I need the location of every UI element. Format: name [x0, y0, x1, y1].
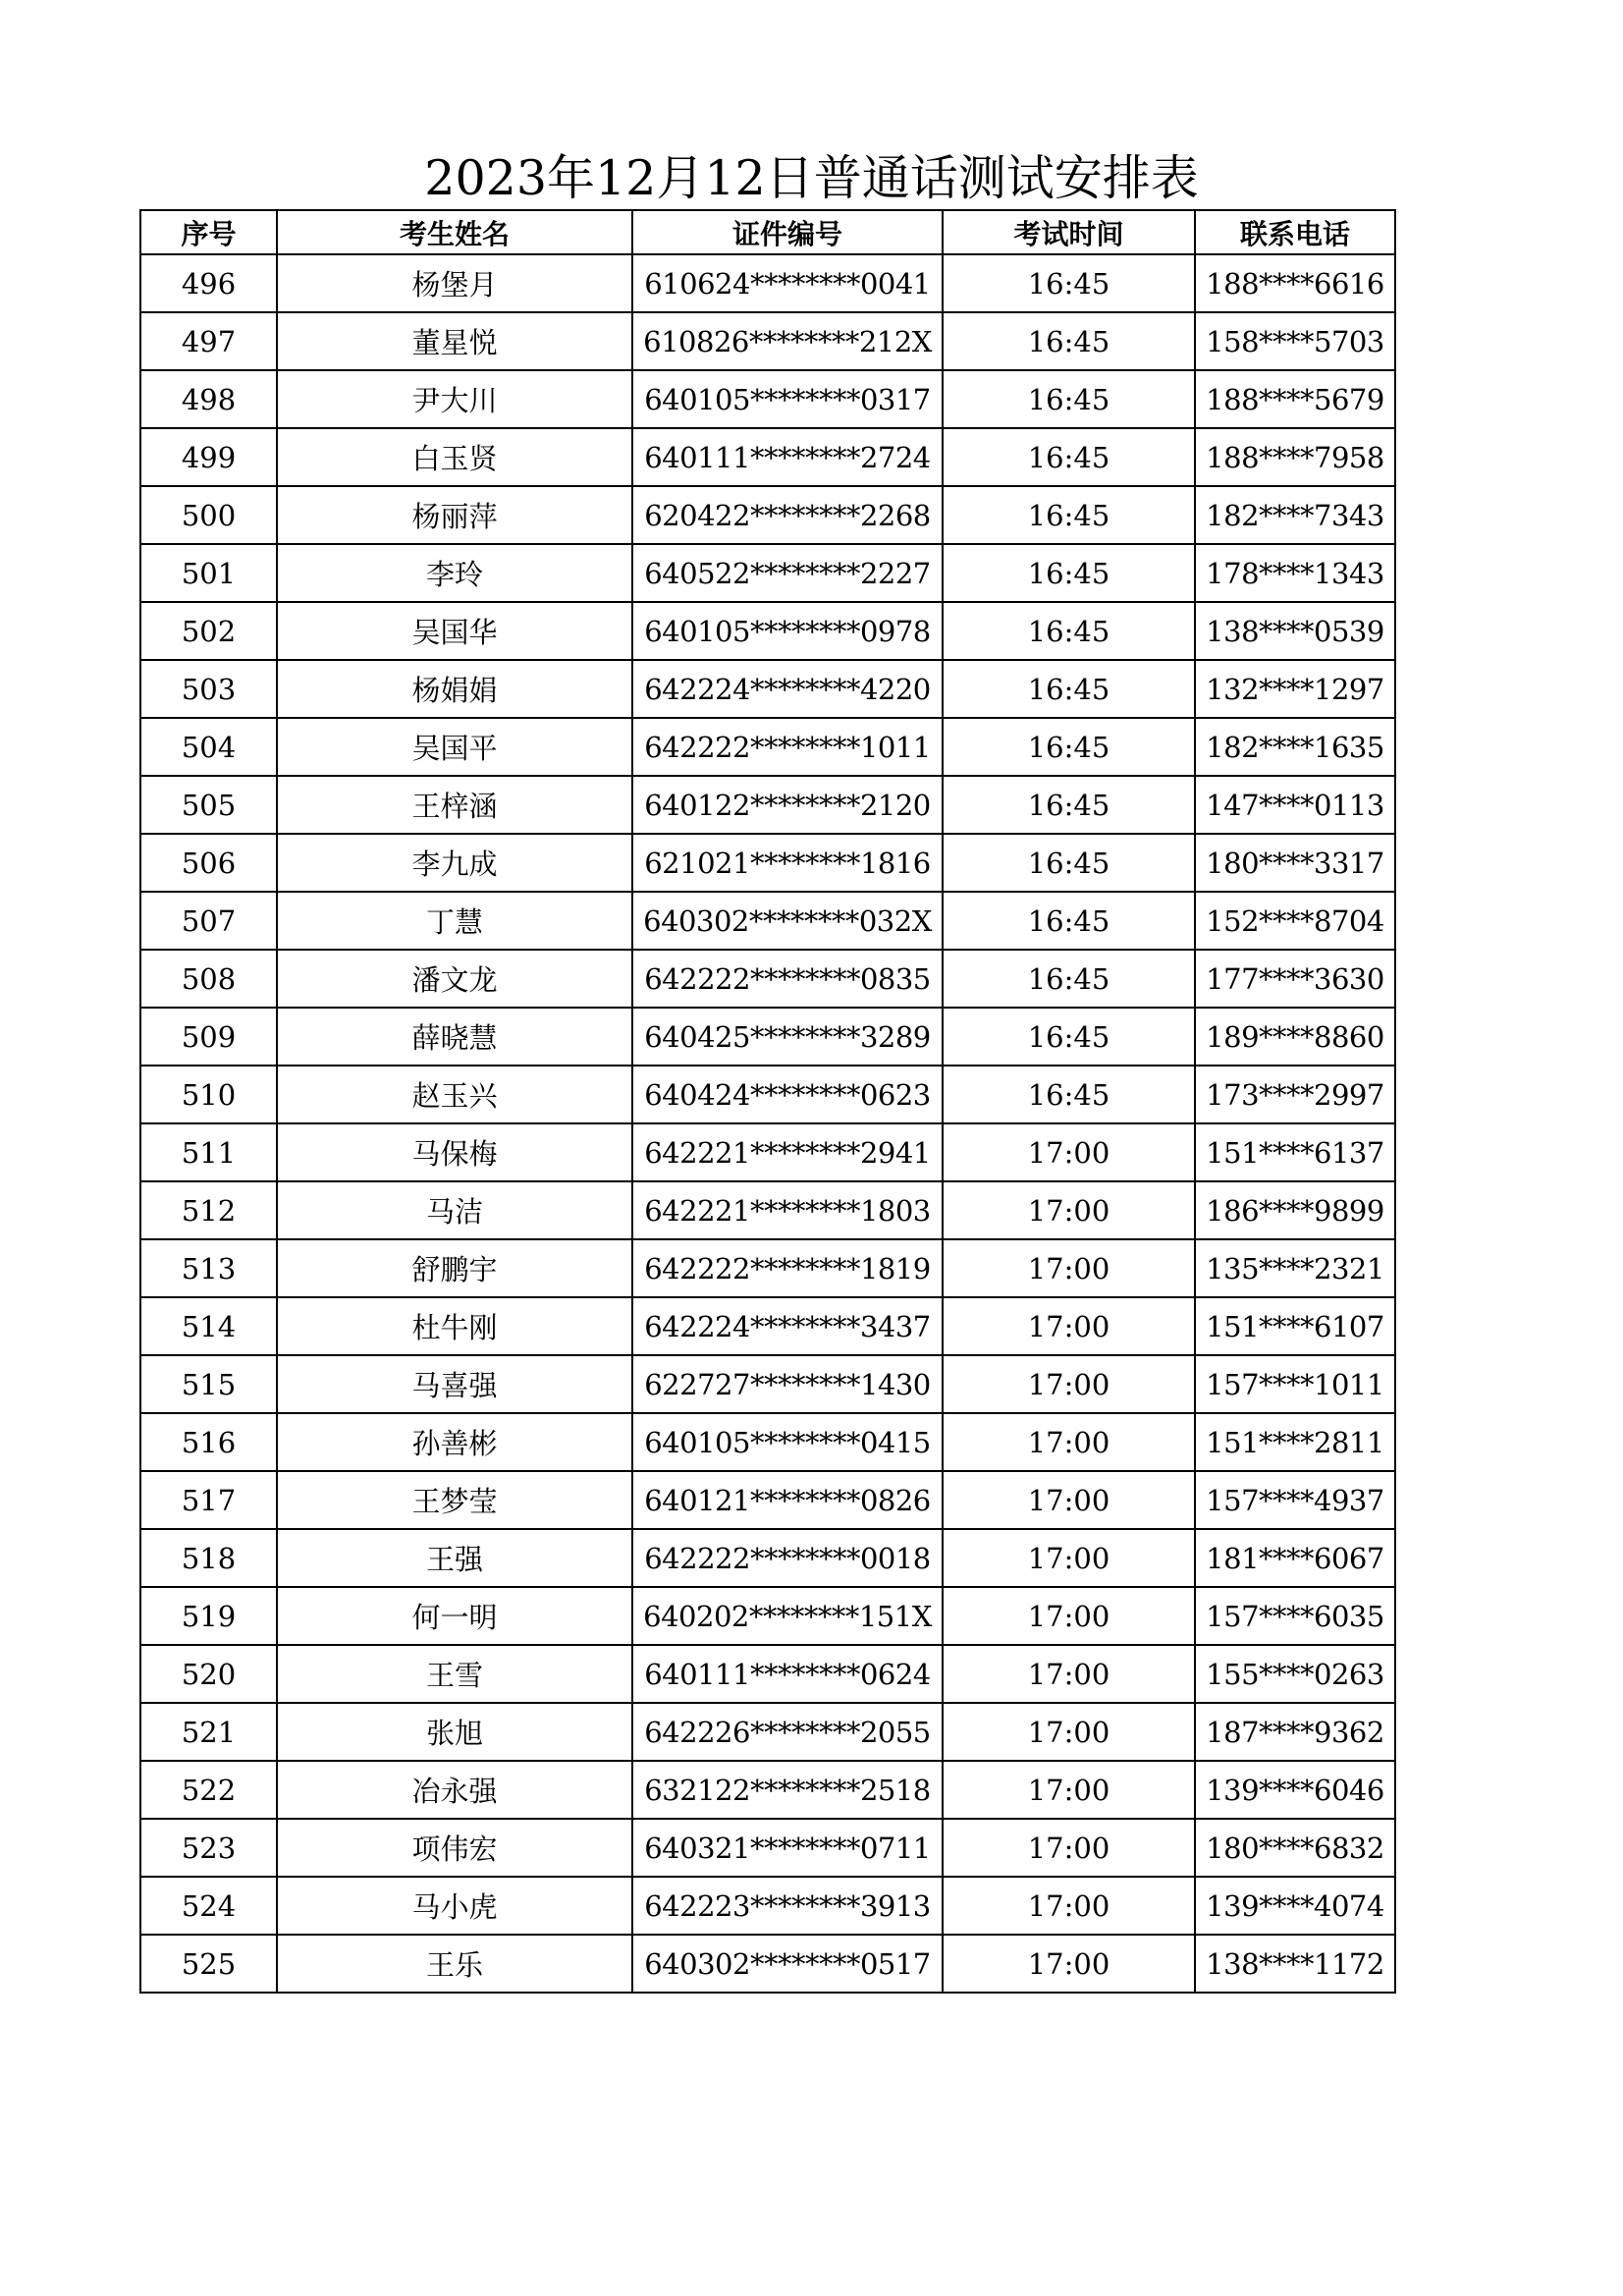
cell-number: 498: [140, 370, 277, 428]
cell-phone: 135****2321: [1195, 1239, 1395, 1297]
cell-exam-time: 17:00: [943, 1935, 1195, 1993]
table-row: [140, 1471, 1395, 1529]
cell-name: 李九成: [277, 834, 632, 892]
table-row: [140, 1181, 1395, 1239]
cell-id-number: 632122********2518: [632, 1761, 943, 1819]
table-row: [140, 776, 1395, 834]
cell-exam-time: 17:00: [943, 1181, 1195, 1239]
cell-number: 499: [140, 428, 277, 486]
cell-number: 510: [140, 1066, 277, 1123]
cell-id-number: 620422********2268: [632, 486, 943, 544]
cell-id-number: 621021********1816: [632, 834, 943, 892]
cell-exam-time: 17:00: [943, 1297, 1195, 1355]
cell-name: 何一明: [277, 1587, 632, 1645]
table-row: [140, 950, 1395, 1008]
cell-exam-time: 16:45: [943, 486, 1195, 544]
cell-name: 孙善彬: [277, 1413, 632, 1471]
cell-phone: 173****2997: [1195, 1066, 1395, 1123]
cell-name: 马保梅: [277, 1123, 632, 1181]
cell-phone: 180****3317: [1195, 834, 1395, 892]
cell-exam-time: 16:45: [943, 312, 1195, 370]
cell-phone: 147****0113: [1195, 776, 1395, 834]
cell-number: 502: [140, 602, 277, 660]
table-row: [140, 1703, 1395, 1761]
table-row: [140, 1355, 1395, 1413]
cell-number: 509: [140, 1008, 277, 1066]
cell-name: 杨丽萍: [277, 486, 632, 544]
cell-phone: 189****8860: [1195, 1008, 1395, 1066]
table-row: [140, 834, 1395, 892]
cell-exam-time: 16:45: [943, 370, 1195, 428]
cell-number: 503: [140, 660, 277, 718]
cell-id-number: 640424********0623: [632, 1066, 943, 1123]
cell-number: 504: [140, 718, 277, 776]
cell-phone: 180****6832: [1195, 1819, 1395, 1877]
cell-phone: 182****1635: [1195, 718, 1395, 776]
cell-name: 董星悦: [277, 312, 632, 370]
cell-number: 524: [140, 1877, 277, 1935]
cell-id-number: 640105********0415: [632, 1413, 943, 1471]
table-row: [140, 1123, 1395, 1181]
cell-exam-time: 17:00: [943, 1761, 1195, 1819]
table-row: [140, 602, 1395, 660]
cell-id-number: 610826********212X: [632, 312, 943, 370]
column-header-phone: 联系电话: [1195, 210, 1395, 254]
cell-name: 王梦莹: [277, 1471, 632, 1529]
cell-exam-time: 17:00: [943, 1703, 1195, 1761]
cell-id-number: 642224********4220: [632, 660, 943, 718]
cell-phone: 151****6107: [1195, 1297, 1395, 1355]
cell-number: 497: [140, 312, 277, 370]
cell-id-number: 640122********2120: [632, 776, 943, 834]
cell-name: 丁慧: [277, 892, 632, 950]
cell-exam-time: 16:45: [943, 544, 1195, 602]
cell-id-number: 640105********0978: [632, 602, 943, 660]
cell-id-number: 640522********2227: [632, 544, 943, 602]
cell-id-number: 640111********2724: [632, 428, 943, 486]
cell-name: 王雪: [277, 1645, 632, 1703]
table-row: [140, 1529, 1395, 1587]
column-header-number: 序号: [140, 210, 277, 254]
table-row: [140, 1935, 1395, 1993]
table-row: [140, 1297, 1395, 1355]
column-header-time: 考试时间: [943, 210, 1195, 254]
cell-exam-time: 16:45: [943, 660, 1195, 718]
column-header-name: 考生姓名: [277, 210, 632, 254]
cell-id-number: 642222********1819: [632, 1239, 943, 1297]
cell-number: 518: [140, 1529, 277, 1587]
table-row: [140, 1819, 1395, 1877]
cell-id-number: 640202********151X: [632, 1587, 943, 1645]
cell-exam-time: 17:00: [943, 1529, 1195, 1587]
cell-exam-time: 16:45: [943, 834, 1195, 892]
cell-exam-time: 17:00: [943, 1819, 1195, 1877]
cell-id-number: 642221********2941: [632, 1123, 943, 1181]
cell-id-number: 642221********1803: [632, 1181, 943, 1239]
cell-number: 516: [140, 1413, 277, 1471]
cell-phone: 157****6035: [1195, 1587, 1395, 1645]
cell-id-number: 610624********0041: [632, 254, 943, 312]
cell-exam-time: 17:00: [943, 1355, 1195, 1413]
page-title: 2023年12月12日普通话测试安排表: [424, 150, 1199, 206]
cell-name: 冶永强: [277, 1761, 632, 1819]
cell-exam-time: 16:45: [943, 254, 1195, 312]
cell-number: 515: [140, 1355, 277, 1413]
cell-exam-time: 16:45: [943, 428, 1195, 486]
cell-id-number: 640302********032X: [632, 892, 943, 950]
cell-phone: 152****8704: [1195, 892, 1395, 950]
header-row: [140, 210, 1395, 254]
cell-name: 吴国华: [277, 602, 632, 660]
cell-id-number: 642222********0018: [632, 1529, 943, 1587]
cell-phone: 151****2811: [1195, 1413, 1395, 1471]
cell-name: 王梓涵: [277, 776, 632, 834]
cell-exam-time: 17:00: [943, 1877, 1195, 1935]
cell-phone: 138****0539: [1195, 602, 1395, 660]
cell-exam-time: 16:45: [943, 776, 1195, 834]
table-row: [140, 892, 1395, 950]
cell-id-number: 642223********3913: [632, 1877, 943, 1935]
table-row: [140, 660, 1395, 718]
cell-exam-time: 17:00: [943, 1413, 1195, 1471]
cell-phone: 187****9362: [1195, 1703, 1395, 1761]
cell-number: 508: [140, 950, 277, 1008]
cell-exam-time: 16:45: [943, 602, 1195, 660]
cell-name: 白玉贤: [277, 428, 632, 486]
table-row: [140, 1008, 1395, 1066]
table-row: [140, 1239, 1395, 1297]
cell-exam-time: 17:00: [943, 1645, 1195, 1703]
table-row: [140, 486, 1395, 544]
cell-phone: 139****4074: [1195, 1877, 1395, 1935]
cell-number: 514: [140, 1297, 277, 1355]
cell-id-number: 640425********3289: [632, 1008, 943, 1066]
cell-id-number: 622727********1430: [632, 1355, 943, 1413]
cell-number: 522: [140, 1761, 277, 1819]
cell-phone: 151****6137: [1195, 1123, 1395, 1181]
cell-name: 杨娟娟: [277, 660, 632, 718]
table-row: [140, 1645, 1395, 1703]
cell-name: 马小虎: [277, 1877, 632, 1935]
table-row: [140, 1587, 1395, 1645]
cell-phone: 186****9899: [1195, 1181, 1395, 1239]
table-row: [140, 254, 1395, 312]
table-row: [140, 370, 1395, 428]
column-header-id: 证件编号: [632, 210, 943, 254]
cell-name: 张旭: [277, 1703, 632, 1761]
cell-number: 523: [140, 1819, 277, 1877]
cell-number: 511: [140, 1123, 277, 1181]
cell-id-number: 642222********1011: [632, 718, 943, 776]
cell-id-number: 640111********0624: [632, 1645, 943, 1703]
cell-name: 王强: [277, 1529, 632, 1587]
table-header: [140, 210, 1395, 254]
cell-name: 杨堡月: [277, 254, 632, 312]
cell-phone: 139****6046: [1195, 1761, 1395, 1819]
cell-name: 项伟宏: [277, 1819, 632, 1877]
cell-name: 马洁: [277, 1181, 632, 1239]
cell-number: 512: [140, 1181, 277, 1239]
table-row: [140, 1761, 1395, 1819]
table-body: [140, 254, 1395, 1993]
cell-phone: 178****1343: [1195, 544, 1395, 602]
cell-phone: 188****6616: [1195, 254, 1395, 312]
table-row: [140, 312, 1395, 370]
table-row: [140, 544, 1395, 602]
cell-exam-time: 16:45: [943, 1008, 1195, 1066]
cell-name: 马喜强: [277, 1355, 632, 1413]
cell-exam-time: 17:00: [943, 1471, 1195, 1529]
cell-phone: 188****7958: [1195, 428, 1395, 486]
cell-name: 尹大川: [277, 370, 632, 428]
cell-name: 薛晓慧: [277, 1008, 632, 1066]
cell-id-number: 640302********0517: [632, 1935, 943, 1993]
table-row: [140, 718, 1395, 776]
cell-exam-time: 17:00: [943, 1587, 1195, 1645]
cell-name: 舒鹏宇: [277, 1239, 632, 1297]
cell-exam-time: 16:45: [943, 718, 1195, 776]
table-row: [140, 1066, 1395, 1123]
cell-number: 505: [140, 776, 277, 834]
schedule-table: [139, 209, 1396, 1994]
table-row: [140, 428, 1395, 486]
cell-exam-time: 16:45: [943, 950, 1195, 1008]
cell-phone: 157****4937: [1195, 1471, 1395, 1529]
cell-name: 吴国平: [277, 718, 632, 776]
cell-phone: 188****5679: [1195, 370, 1395, 428]
cell-phone: 157****1011: [1195, 1355, 1395, 1413]
cell-phone: 181****6067: [1195, 1529, 1395, 1587]
cell-id-number: 642224********3437: [632, 1297, 943, 1355]
cell-id-number: 642222********0835: [632, 950, 943, 1008]
cell-phone: 177****3630: [1195, 950, 1395, 1008]
cell-exam-time: 17:00: [943, 1123, 1195, 1181]
cell-exam-time: 17:00: [943, 1239, 1195, 1297]
cell-name: 王乐: [277, 1935, 632, 1993]
cell-exam-time: 16:45: [943, 1066, 1195, 1123]
cell-phone: 182****7343: [1195, 486, 1395, 544]
cell-exam-time: 16:45: [943, 892, 1195, 950]
cell-id-number: 642226********2055: [632, 1703, 943, 1761]
cell-id-number: 640121********0826: [632, 1471, 943, 1529]
cell-id-number: 640105********0317: [632, 370, 943, 428]
cell-number: 506: [140, 834, 277, 892]
cell-name: 杜牛刚: [277, 1297, 632, 1355]
cell-number: 519: [140, 1587, 277, 1645]
cell-number: 520: [140, 1645, 277, 1703]
cell-number: 500: [140, 486, 277, 544]
cell-number: 525: [140, 1935, 277, 1993]
cell-number: 513: [140, 1239, 277, 1297]
cell-phone: 132****1297: [1195, 660, 1395, 718]
table-row: [140, 1413, 1395, 1471]
cell-number: 521: [140, 1703, 277, 1761]
cell-phone: 155****0263: [1195, 1645, 1395, 1703]
cell-phone: 158****5703: [1195, 312, 1395, 370]
cell-number: 517: [140, 1471, 277, 1529]
cell-number: 507: [140, 892, 277, 950]
cell-name: 潘文龙: [277, 950, 632, 1008]
cell-number: 501: [140, 544, 277, 602]
cell-name: 李玲: [277, 544, 632, 602]
cell-phone: 138****1172: [1195, 1935, 1395, 1993]
table-row: [140, 1877, 1395, 1935]
cell-id-number: 640321********0711: [632, 1819, 943, 1877]
cell-name: 赵玉兴: [277, 1066, 632, 1123]
cell-number: 496: [140, 254, 277, 312]
